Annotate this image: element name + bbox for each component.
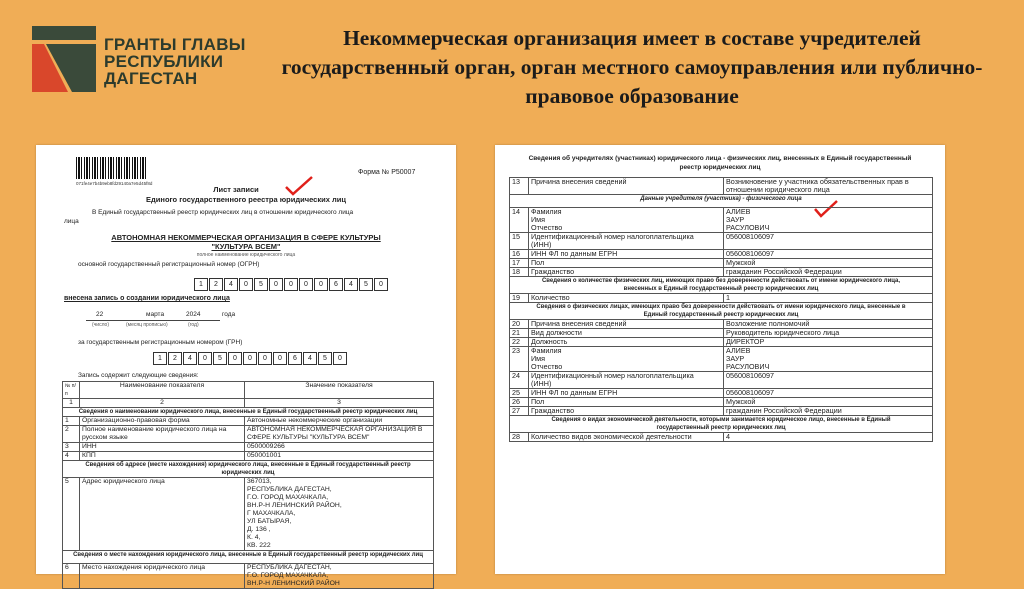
caption-month: (месяц прописью) — [126, 322, 168, 328]
section-address-header: Сведения об адресе (месте нахождения) юридического лица, внесенные в Единый государственный реестр юридических лиц — [63, 461, 434, 478]
col-index-2: 2 — [80, 399, 245, 408]
activity-section-header: Сведения о видах экономической деятельности, которыми занимается юридическое лицо, внесенные в Единый государственный реестр юридических лиц — [510, 416, 933, 433]
right-details-table — [509, 177, 933, 442]
table-row — [63, 426, 434, 443]
row-value: 0500009266 — [245, 443, 434, 452]
table-row: 14 Фамилия Имя Отчество АЛИЕВ ЗАУР РАСУЛОВИЧ — [510, 208, 933, 233]
row-num: 5 — [63, 478, 80, 551]
table-row: 28 Количество видов экономической деятельности 4 — [510, 433, 933, 442]
col-name-header: Наименование показателя — [80, 382, 245, 399]
table-row: 26 Пол Мужской — [510, 398, 933, 407]
table-row: 21 Вид должности Руководитель юридического лица — [510, 329, 933, 338]
digit-box: 0 — [198, 352, 212, 365]
form-number: Форма № Р50007 — [358, 169, 416, 176]
digit-box: 0 — [269, 278, 283, 291]
logo-mark-icon — [32, 26, 96, 92]
count-section-header: Сведения о количестве физических лиц, имеющих право без доверенности действовать от имени юридического лица, внесенных в Единый государственный реестр юридических лиц — [510, 277, 933, 294]
slide-title: Некоммерческая организация имеет в составе учредителей государственный орган, орган местного самоуправления или публично-правовое образование — [281, 26, 983, 108]
digit-box: 4 — [224, 278, 238, 291]
digit-box: 2 — [168, 352, 182, 365]
table-row: 24 Идентификационный номер налогоплательщика (ИНН) 056008106097 — [510, 372, 933, 389]
grn-label: за государственным регистрационным номером (ГРН) — [78, 339, 243, 346]
section-location-header: Сведения о месте нахождения юридического лица, внесенные в Единый государственный реестр юридических лиц — [63, 551, 434, 564]
row-name: Полное наименование юридического лица на русском языке — [80, 426, 245, 443]
logo-text — [104, 36, 246, 87]
table-row — [510, 178, 933, 195]
table-row: 15 Идентификационный номер налогоплательщика (ИНН) 056008106097 — [510, 233, 933, 250]
col-index-1: 1 — [63, 399, 80, 408]
row-num: 3 — [63, 443, 80, 452]
section-name-header: Сведения о наименовании юридического лица, внесенные в Единый государственный реестр юридических лиц — [63, 408, 434, 417]
digit-box: 4 — [344, 278, 358, 291]
left-details-table — [62, 381, 434, 589]
table-row: 25 ИНН ФЛ по данным ЕГРН 056008106097 — [510, 389, 933, 398]
entry-month: марта — [146, 311, 165, 318]
row-num: 6 — [63, 564, 80, 589]
table-row: 16 ИНН ФЛ по данным ЕГРН 056008106097 — [510, 250, 933, 259]
digit-box: 6 — [329, 278, 343, 291]
table-row: 19 Количество 1 — [510, 294, 933, 303]
ogrn-digit-boxes — [194, 278, 389, 291]
digit-box: 0 — [314, 278, 328, 291]
table-row — [63, 478, 434, 551]
digit-box: 0 — [374, 278, 388, 291]
grn-digit-boxes — [153, 352, 348, 365]
entry-year-suffix: года — [222, 311, 236, 318]
check-mark-icon — [284, 175, 314, 197]
digit-box: 0 — [243, 352, 257, 365]
location-lines: РЕСПУБЛИКА ДАГЕСТАН, Г.О. ГОРОД МАХАЧКАЛА, ВН.Р-Н ЛЕНИНСКИЙ РАЙОН — [245, 564, 434, 589]
founders-info-sheet — [495, 145, 945, 574]
address-lines: 367013, РЕСПУБЛИКА ДАГЕСТАН, Г.О. ГОРОД МАХАЧКАЛА, ВН.Р-Н ЛЕНИНСКИЙ РАЙОН, Г МАХАЧКАЛА, УЛ БАТЫРАЯ, Д. 136 , К. 4, КВ. 222 — [245, 478, 434, 551]
digit-box: 0 — [258, 352, 272, 365]
row-name: КПП — [80, 452, 245, 461]
contains-label: Запись содержит следующие сведения: — [78, 372, 199, 379]
date-underline — [86, 320, 220, 321]
digit-box: 6 — [288, 352, 302, 365]
digit-box: 0 — [333, 352, 347, 365]
founders-header-line-2: реестр юридических лиц — [679, 164, 761, 171]
digit-box: 1 — [153, 352, 167, 365]
logo-line-1: ГРАНТЫ ГЛАВЫ — [104, 35, 246, 54]
digit-box: 5 — [359, 278, 373, 291]
founder-section-header: Данные учредителя (участника) - физического лица — [510, 195, 933, 208]
digit-box: 5 — [318, 352, 332, 365]
row-num: 13 — [510, 178, 529, 195]
row-name: ИНН — [80, 443, 245, 452]
table-row: 22 Должность ДИРЕКТОР — [510, 338, 933, 347]
row-num: 2 — [63, 426, 80, 443]
row-num: 1 — [63, 417, 80, 426]
barcode — [76, 157, 148, 179]
digit-box: 0 — [299, 278, 313, 291]
logo — [32, 26, 272, 92]
logo-line-3: ДАГЕСТАН — [104, 69, 198, 88]
table-row: 18 Гражданство гражданин Российской Федерации — [510, 268, 933, 277]
persons-section-header: Сведения о физических лицах, имеющих право без доверенности действовать от имени юридического лица, внесенные в Единый государственный реестр юридических лиц — [510, 303, 933, 320]
entry-day: 22 — [96, 311, 104, 318]
row-name: Место нахождения юридического лица — [80, 564, 245, 589]
table-row — [63, 564, 434, 589]
org-name-line-2: "КУЛЬТУРА ВСЕМ" — [211, 242, 281, 251]
row-name: Причина внесения сведений — [529, 178, 724, 195]
col-num-header: № п/п — [63, 382, 80, 399]
table-row — [63, 452, 434, 461]
table-row — [63, 417, 434, 426]
org-name-line-1: АВТОНОМНАЯ НЕКОММЕРЧЕСКАЯ ОРГАНИЗАЦИЯ В СФЕРЕ КУЛЬТУРЫ — [111, 233, 381, 242]
sheet-subheading: Единого государственного реестра юридических лиц — [146, 195, 346, 204]
logo-line-2: РЕСПУБЛИКИ — [104, 52, 224, 71]
digit-box: 2 — [209, 278, 223, 291]
row-name: Организационно-правовая форма — [80, 417, 245, 426]
entry-made-label: внесена запись о создании юридического лица — [64, 295, 230, 302]
table-row: 23 Фамилия Имя Отчество АЛИЕВ ЗАУР РАСУЛОВИЧ — [510, 347, 933, 372]
barcode-number: 071fe4e7b4b9eb8fd29140a7e5d45f8d — [76, 181, 153, 186]
row-value: Возникновение у участника обязательственных прав в отношении юридического лица — [724, 178, 933, 195]
row-value: Автономные некоммерческие организации — [245, 417, 434, 426]
digit-box: 5 — [213, 352, 227, 365]
col-index-3: 3 — [245, 399, 434, 408]
digit-box: 4 — [303, 352, 317, 365]
digit-box: 0 — [228, 352, 242, 365]
table-row: 27 Гражданство гражданин Российской Федерации — [510, 407, 933, 416]
row-value: 050001001 — [245, 452, 434, 461]
ogrn-label: основной государственный регистрационный номер (ОГРН) — [78, 261, 260, 268]
digit-box: 1 — [194, 278, 208, 291]
digit-box: 0 — [239, 278, 253, 291]
caption-day: (число) — [92, 322, 109, 328]
table-row: 20 Причина внесения сведений Возложение полномочий — [510, 320, 933, 329]
row-value: АВТОНОМНАЯ НЕКОММЕРЧЕСКАЯ ОРГАНИЗАЦИЯ В СФЕРЕ КУЛЬТУРЫ "КУЛЬТУРА ВСЕМ" — [245, 426, 434, 443]
row-name: Адрес юридического лица — [80, 478, 245, 551]
table-row: 17 Пол Мужской — [510, 259, 933, 268]
intro-text: В Единый государственный реестр юридических лиц в отношении юридического лица — [92, 209, 354, 216]
table-row — [63, 443, 434, 452]
digit-box: 0 — [284, 278, 298, 291]
registry-entry-sheet: 071fe4e7b4b9eb8fd29140a7e5d45f8d Форма № Р50007 Лист записи Единого государственного реестра юридических лиц В Единый государственный реестр юридических лиц в отношении юридического лица лица АВТОНОМНАЯ НЕКОММЕРЧЕСКАЯ ОРГАНИЗАЦИЯ В СФЕРЕ КУЛЬТУРЫ "КУЛЬТУРА ВСЕМ" полное наименование юридического лица основной государственный регистрационный номер (ОГРН) 1 2 4 0 5 0 0 0 0 6 4 5 0 внесена запись о создании юридического лица 22 марта 2024 года (число) (месяц прописью) (год) за государственным регистрационным номером (ГРН) 1 2 4 0 5 0 0 0 0 6 4 5 0 Запись содержит следующие сведения: № п/п Наименование показателя Значение показателя 1 2 3 Сведения о наименовании юридического лица, внесенные в Единый государственный реестр юридических лиц 1 Организационно-правовая форма Автономные некоммерческие организации 2 Полное наименование юридического лица на русском языке АВТОНОМНАЯ НЕКОММЕРЧЕСКАЯ ОРГАНИЗАЦИЯ В СФЕРЕ КУЛЬТУРЫ "КУЛЬТУРА ВСЕМ" 3 ИНН 0500009266 4 КПП 050001001 Сведения об адресе (месте нахождения) юридического лица, внесенные в Единый государственный реестр юридических лиц 5 Адрес юридического лица 367013, РЕСПУБЛИКА ДАГЕСТАН, Г.О. ГОРОД МАХАЧКАЛА, ВН.Р-Н ЛЕНИНСКИЙ РАЙОН, Г МАХАЧКАЛА, УЛ БАТЫРАЯ, Д. 136 , К. 4, КВ. 222 Сведения о месте нахождения юридического лица, внесенные в Единый государственный реестр юридических лиц 6 Место нахождения юридического лица РЕСПУБЛИКА ДАГЕСТАН, Г.О. ГОРОД МАХАЧКАЛА, ВН.Р-Н ЛЕНИНСКИЙ РАЙОН — [36, 145, 456, 574]
digit-box: 4 — [183, 352, 197, 365]
col-value-header: Значение показателя — [245, 382, 434, 399]
digit-box: 5 — [254, 278, 268, 291]
founders-header-line-1: Сведения об учредителях (участниках) юридического лица - физических лиц, внесенных в Единый государственный — [528, 155, 912, 162]
row-num: 4 — [63, 452, 80, 461]
sheet-heading: Лист записи — [213, 185, 259, 194]
entry-year: 2024 — [186, 311, 201, 318]
org-name-caption: полное наименование юридического лица — [196, 252, 296, 258]
caption-year: (год) — [188, 322, 199, 328]
digit-box: 0 — [273, 352, 287, 365]
